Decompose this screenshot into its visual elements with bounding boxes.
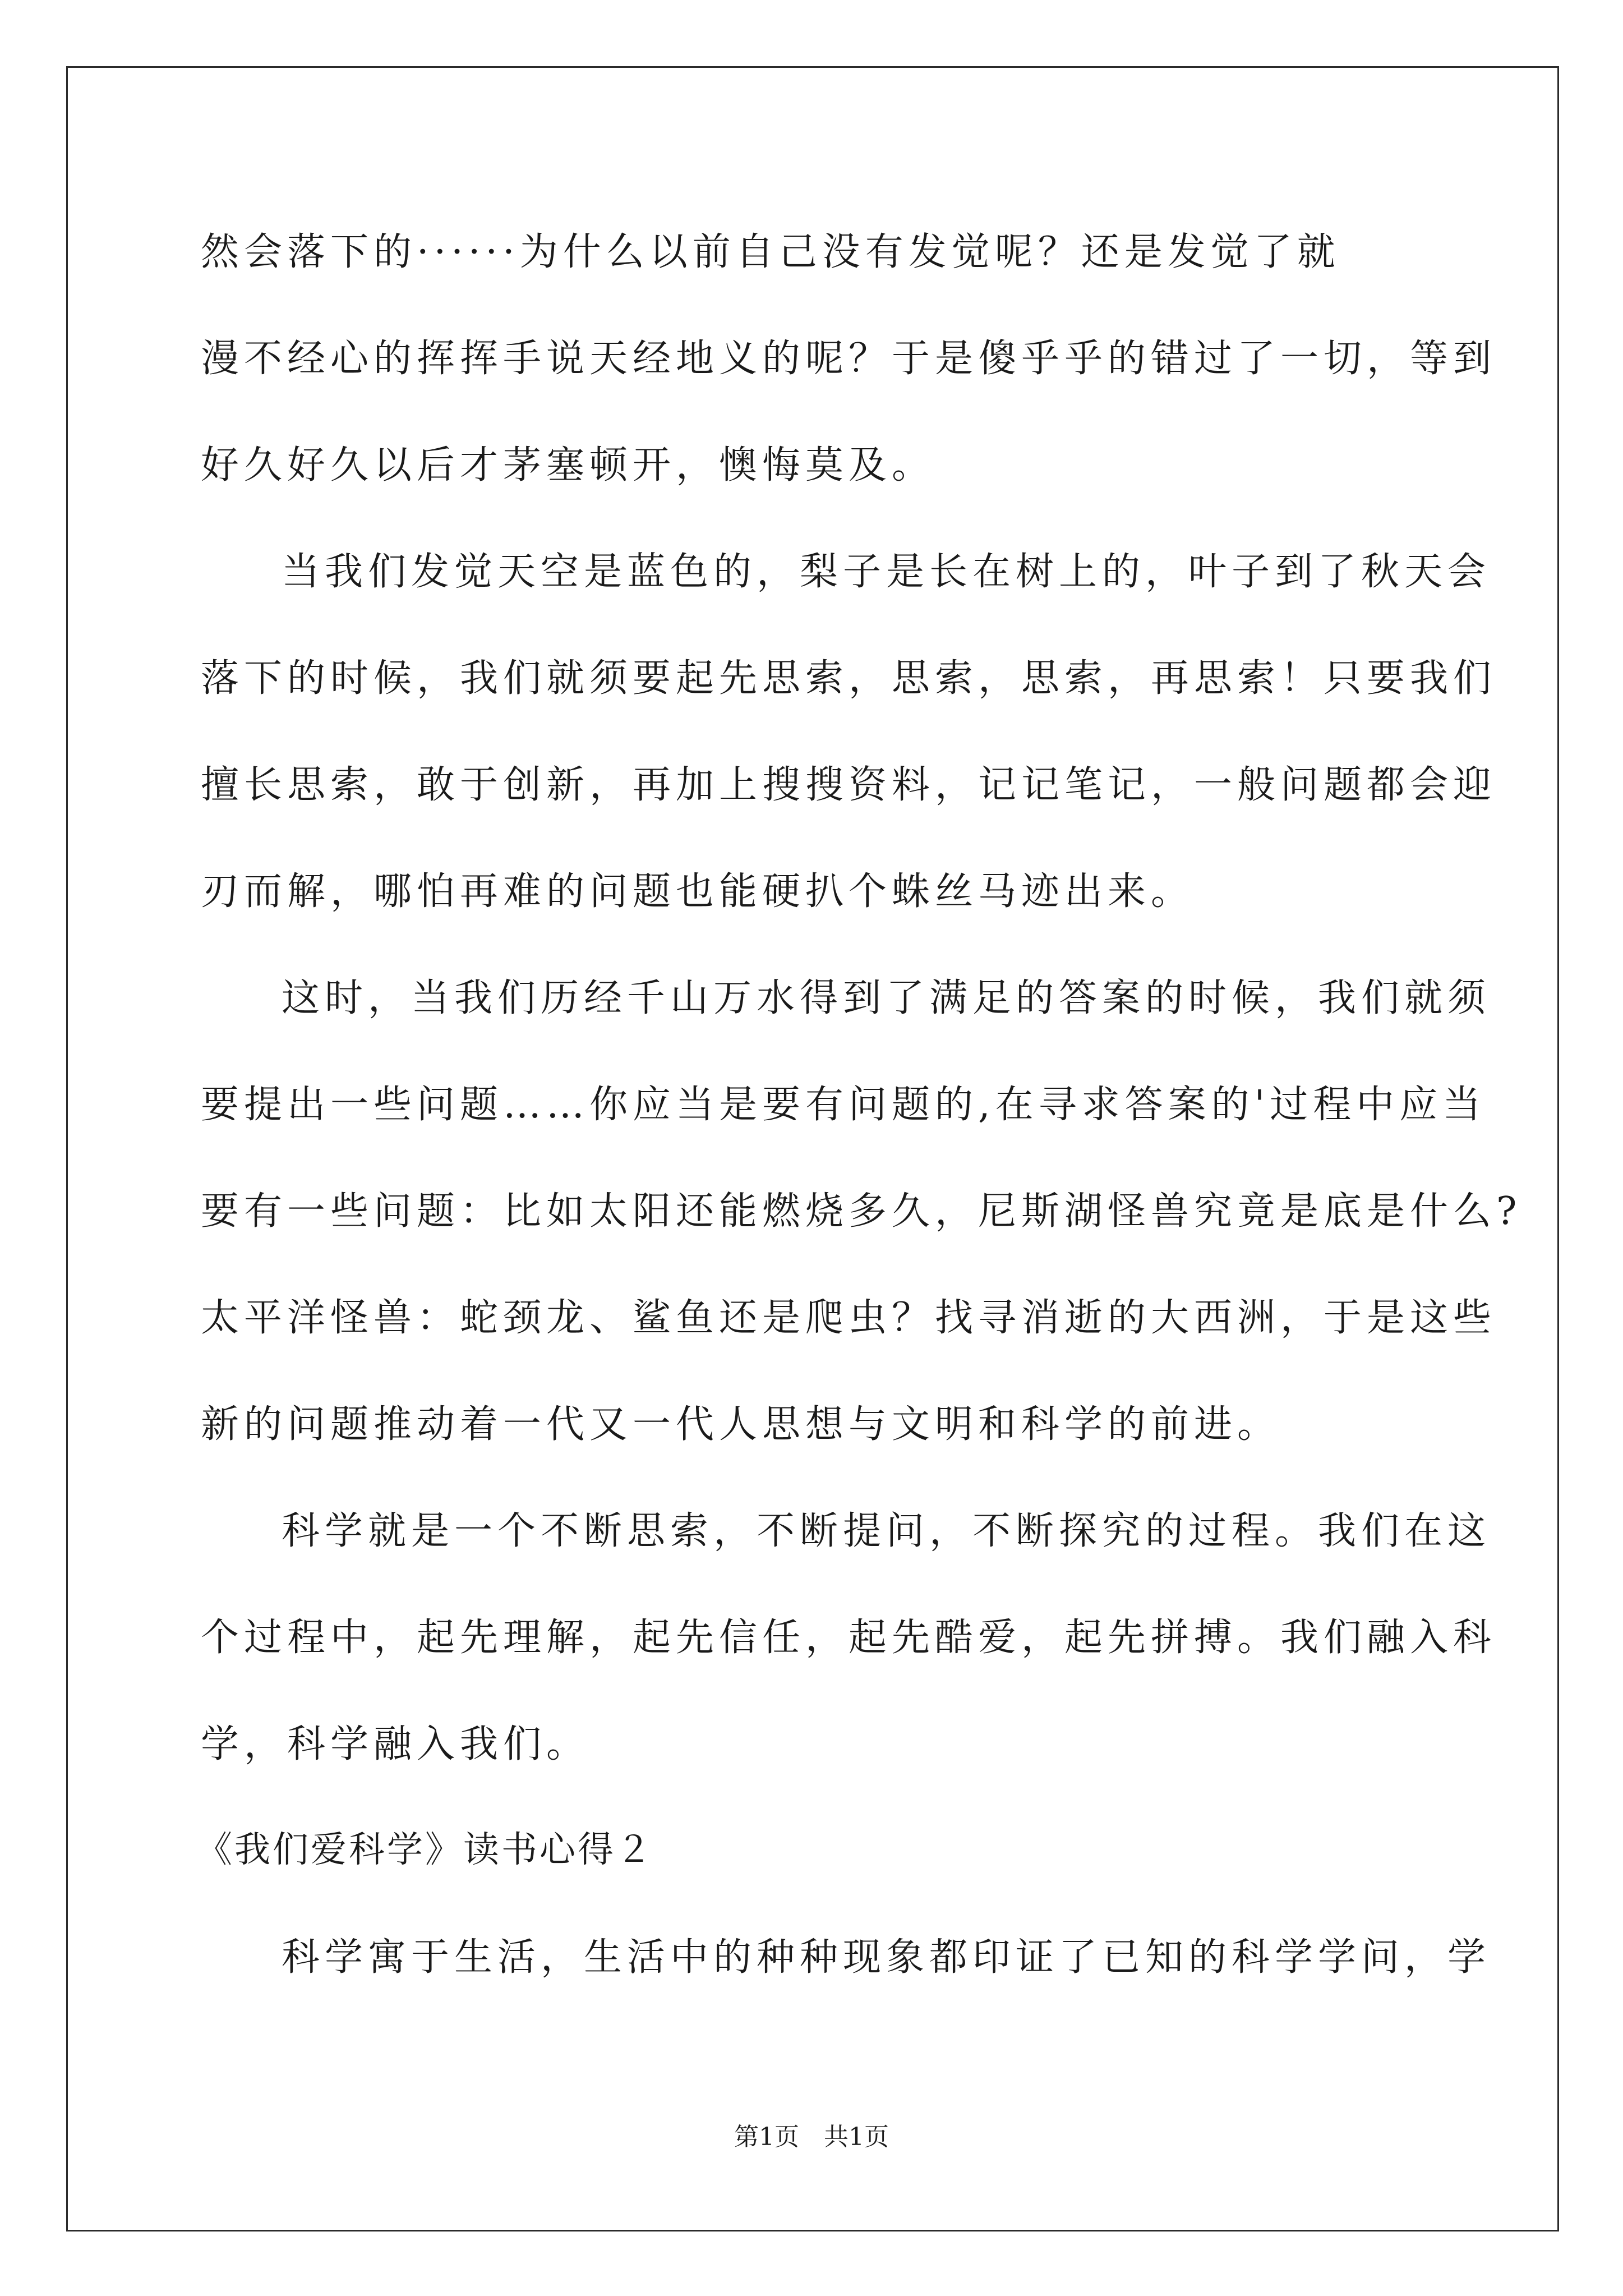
text-line: 擅长思索，敢于创新，再加上搜搜资料，记记笔记，一般问题都会迎: [201, 763, 1497, 807]
text-line: 个过程中，起先理解，起先信任，起先酷爱，起先拼搏。我们融入科: [201, 1616, 1497, 1660]
text-line: 然会落下的······为什么以前自己没有发觉呢？还是发觉了就: [201, 230, 1340, 274]
text-line: 要提出一些问题……你应当是要有问题的,在寻求答案的'过程中应当: [201, 1083, 1486, 1127]
page-number: 第1页 共1页: [734, 2123, 889, 2151]
paragraph-first-line: 这时，当我们历经千山万水得到了满足的答案的时候，我们就须: [282, 976, 1491, 1020]
page-border: [66, 66, 1559, 2231]
text-line: 刃而解，哪怕再难的问题也能硬扒个蛛丝马迹出来。: [201, 869, 1195, 914]
text-line: 要有一些问题：比如太阳还能燃烧多久，尼斯湖怪兽究竟是底是什么?: [201, 1189, 1522, 1234]
text-line: 新的问题推动着一代又一代人思想与文明和科学的前进。: [201, 1402, 1281, 1447]
text-line: 太平洋怪兽：蛇颈龙、鲨鱼还是爬虫？找寻消逝的大西洲，于是这些: [201, 1296, 1497, 1340]
text-line: 学，科学融入我们。: [201, 1722, 590, 1766]
text-line: 好久好久以后才茅塞顿开，懊悔莫及。: [201, 443, 935, 487]
paragraph-first-line: 当我们发觉天空是蓝色的，梨子是长在树上的，叶子到了秋天会: [282, 550, 1491, 594]
paragraph-first-line: 科学寓于生活，生活中的种种现象都印证了已知的科学学问，学: [282, 1935, 1491, 1980]
text-line: 落下的时候，我们就须要起先思索，思索，思索，再思索！只要我们: [201, 656, 1497, 701]
text-line: 漫不经心的挥挥手说天经地义的呢？于是傻乎乎的错过了一切，等到: [201, 337, 1497, 381]
section-heading: 《我们爱科学》读书心得２: [196, 1829, 654, 1871]
paragraph-first-line: 科学就是一个不断思索，不断提问，不断探究的过程。我们在这: [282, 1509, 1491, 1553]
